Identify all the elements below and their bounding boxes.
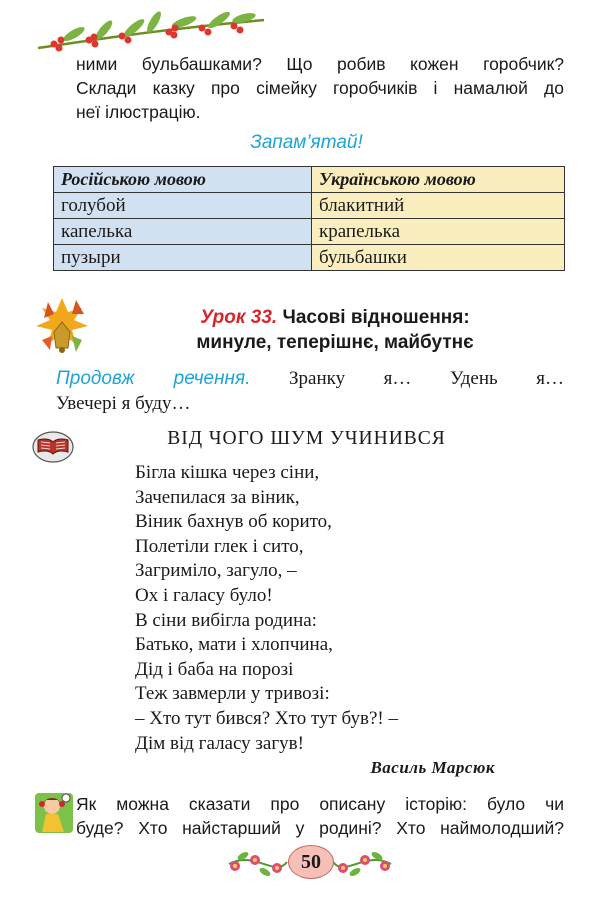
header-ukrainian: Українською мовою (312, 167, 565, 193)
question-paragraph (76, 792, 564, 840)
question-line: буде? Хто найстарший у родині? Хто наймолодший? (76, 818, 564, 838)
task-line2: Увечері я буду… (56, 393, 191, 414)
poem-line: Віник бахнув об корито, (135, 511, 332, 533)
table-row (54, 193, 565, 219)
poem-line: Бігла кішка через сіни, (135, 462, 320, 483)
cell-russian: пузыри (54, 245, 312, 271)
poem-title: ВІД ЧОГО ШУМ УЧИНИВСЯ (167, 428, 446, 449)
page-number: 50 (288, 845, 334, 879)
poem-body (135, 461, 398, 756)
cell-ukrainian: бульбашки (312, 245, 565, 271)
header-russian: Російською мовою (54, 167, 312, 193)
poem-line: В сіни вибігла родина: (135, 609, 317, 631)
poem-line: Зачепилася за віник, (135, 486, 300, 508)
autumn-leaves-bell-icon (32, 292, 92, 362)
poem-line: Полетіли глек і сито, (135, 535, 304, 557)
lesson-number: Урок 33. (200, 307, 278, 328)
cell-ukrainian: блакитний (312, 193, 565, 219)
girl-speaking-icon (34, 792, 74, 834)
intro-line: неї ілюстрацію. (76, 102, 201, 122)
question-line: Як можна сказати про описану історію: було чи (76, 794, 564, 814)
poem-line: Теж завмерли у тривозі: (135, 683, 330, 705)
intro-paragraph (76, 52, 564, 124)
task-paragraph (56, 366, 564, 416)
lesson-title-line2: минуле, теперішнє, майбутнє (196, 332, 474, 353)
poem-author: Василь Марсюк (370, 758, 495, 777)
poem-line: – Хто тут бився? Хто тут був?! – (135, 707, 398, 729)
cell-ukrainian: крапелька (312, 219, 565, 245)
poem-line: Батько, мати і хлопчина, (135, 634, 333, 656)
vocabulary-table (53, 166, 565, 271)
intro-line: Склади казку про сімейку горобчиків і намалюй до (76, 78, 564, 98)
poem-line: Дід і баба на порозі (135, 658, 294, 680)
cell-russian: капелька (54, 219, 312, 245)
task-line1: Зранку я… Удень я… (289, 368, 564, 389)
rowan-branch-icon (34, 10, 268, 52)
table-row (54, 219, 565, 245)
table-header-row (54, 167, 565, 193)
poem-line: Ох і галасу було! (135, 584, 273, 606)
lesson-title-line1: Часові відношення: (282, 307, 470, 328)
task-label: Продовж речення. (56, 368, 251, 389)
lesson-title (110, 305, 560, 355)
table-row (54, 245, 565, 271)
remember-heading: Запам’ятай! (250, 132, 363, 153)
poem-line: Дім від галасу загув! (135, 732, 304, 754)
cell-russian: голубой (54, 193, 312, 219)
poem-line: Загриміло, загуло, – (135, 560, 297, 582)
intro-line: ними бульбашками? Що робив кожен горобчик? (76, 54, 564, 74)
